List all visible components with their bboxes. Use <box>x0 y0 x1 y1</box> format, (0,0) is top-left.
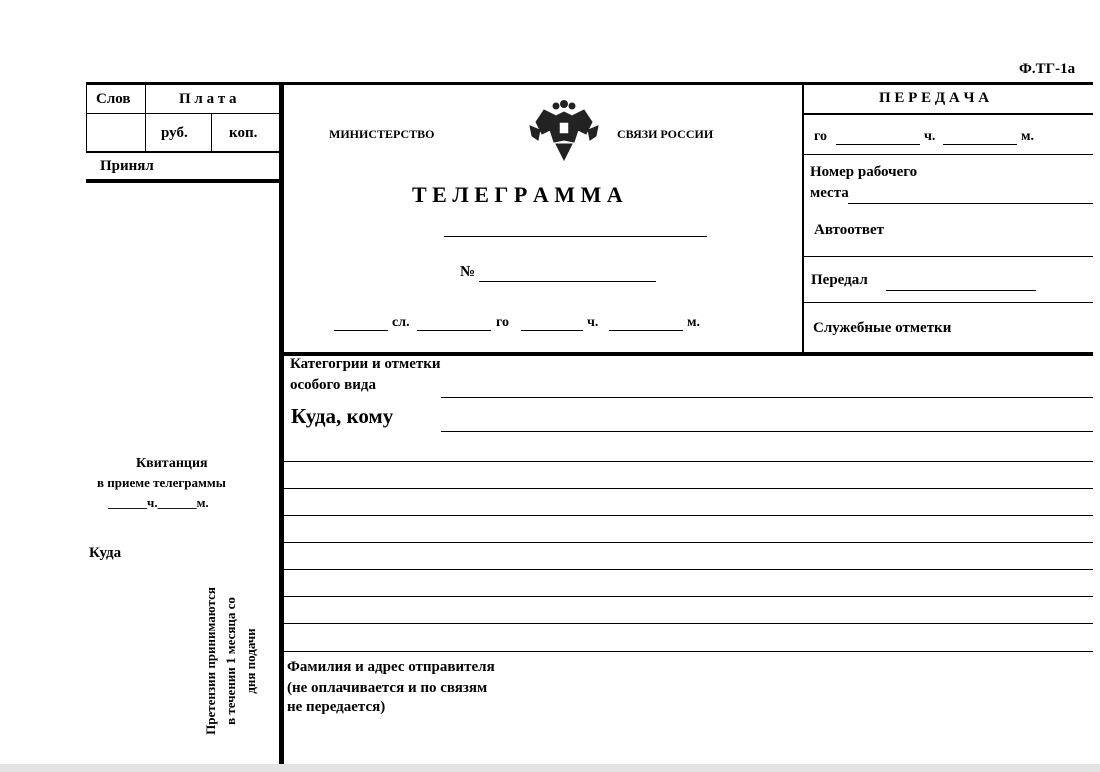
sl-label: сл. <box>392 315 410 330</box>
message-line <box>284 569 1093 570</box>
message-line <box>284 651 1093 652</box>
telegram-title: Т Е Л Е Г Р А М М А <box>412 182 623 207</box>
ch-label: ч. <box>587 315 599 330</box>
kuda-komu-label: Куда, кому <box>291 404 394 428</box>
kategorii-line-1: Категогрии и отметки <box>290 356 441 372</box>
prinyal-underline <box>86 179 280 183</box>
sender-line-1: Фамилия и адрес отправителя <box>287 659 495 675</box>
kategorii-line-2: особого вида <box>290 377 376 393</box>
peredacha-title: П Е Р Е Д А Ч А <box>879 90 990 106</box>
left-table-left-edge <box>86 84 87 152</box>
double-headed-eagle-emblem <box>526 100 602 162</box>
avtootvet-underline <box>803 256 1093 257</box>
kvitanciya-title: Квитанция <box>136 456 208 471</box>
peredal-row-line <box>803 302 1093 303</box>
pretenzii-line-3: дня подачи <box>243 628 258 694</box>
sender-line-3: не передается) <box>287 699 386 715</box>
form-code: Ф.ТГ-1а <box>1019 61 1076 77</box>
peredacha-underline <box>803 113 1093 115</box>
top-border <box>86 82 1093 85</box>
ch-underline <box>609 330 683 331</box>
nomer-line-1: Номер рабочего <box>810 164 918 180</box>
prinyal-label: Принял <box>100 158 154 174</box>
m-label: м. <box>687 315 701 330</box>
rub-label: руб. <box>161 125 188 141</box>
plata-label: П л а т а <box>179 91 237 107</box>
title-underline <box>444 236 707 237</box>
ministry-left: МИНИСТЕРСТВО <box>329 127 435 141</box>
pretenzii-line-2: в течении 1 месяца со <box>223 597 238 725</box>
peredacha-ch-label: ч. <box>924 129 936 144</box>
ministry-right: СВЯЗИ РОССИИ <box>617 127 714 141</box>
kuda-komu-underline <box>441 431 1093 432</box>
avtootvet-label: Автоответ <box>814 222 885 238</box>
kvitanciya-subtitle: в приеме телеграммы <box>97 475 226 490</box>
left-table-col2 <box>211 114 212 152</box>
pretenzii-line-1: Претензии принимаются <box>203 587 218 735</box>
peredacha-ch-underline <box>943 144 1017 145</box>
peredacha-go-label: го <box>814 129 828 144</box>
message-line <box>284 488 1093 489</box>
peredacha-m-label: м. <box>1021 129 1035 144</box>
left-table-row-line <box>86 113 280 114</box>
sl-underline <box>417 330 491 331</box>
kop-label: коп. <box>229 125 258 141</box>
kategorii-underline <box>441 397 1093 398</box>
message-line <box>284 461 1093 462</box>
sender-line-2: (не оплачивается и по связям <box>287 680 488 696</box>
peredal-label: Передал <box>811 272 868 288</box>
number-underline <box>479 281 656 282</box>
left-table-bottom <box>86 151 280 153</box>
peredacha-go-underline <box>836 144 920 145</box>
nomer-underline <box>848 203 1093 204</box>
peredal-underline <box>886 290 1036 291</box>
slov-count-underline <box>334 330 388 331</box>
message-line <box>284 542 1093 543</box>
message-line <box>284 596 1093 597</box>
peredacha-row-line-1 <box>803 154 1093 155</box>
sluzhebnye-label: Служебные отметки <box>813 320 952 336</box>
go-underline <box>521 330 583 331</box>
message-line <box>284 623 1093 624</box>
go-label: го <box>496 315 510 330</box>
slov-label: Слов <box>96 91 131 107</box>
window-bottom-strip <box>0 764 1100 772</box>
right-panel-divider <box>802 84 804 354</box>
left-table-col1 <box>145 84 146 152</box>
message-line <box>284 515 1093 516</box>
kuda-label: Куда <box>89 545 122 561</box>
left-panel-divider <box>279 84 284 764</box>
number-label: № <box>460 264 476 280</box>
kvitanciya-time: ______ч.______м. <box>108 495 209 510</box>
nomer-line-2: места <box>810 185 849 201</box>
